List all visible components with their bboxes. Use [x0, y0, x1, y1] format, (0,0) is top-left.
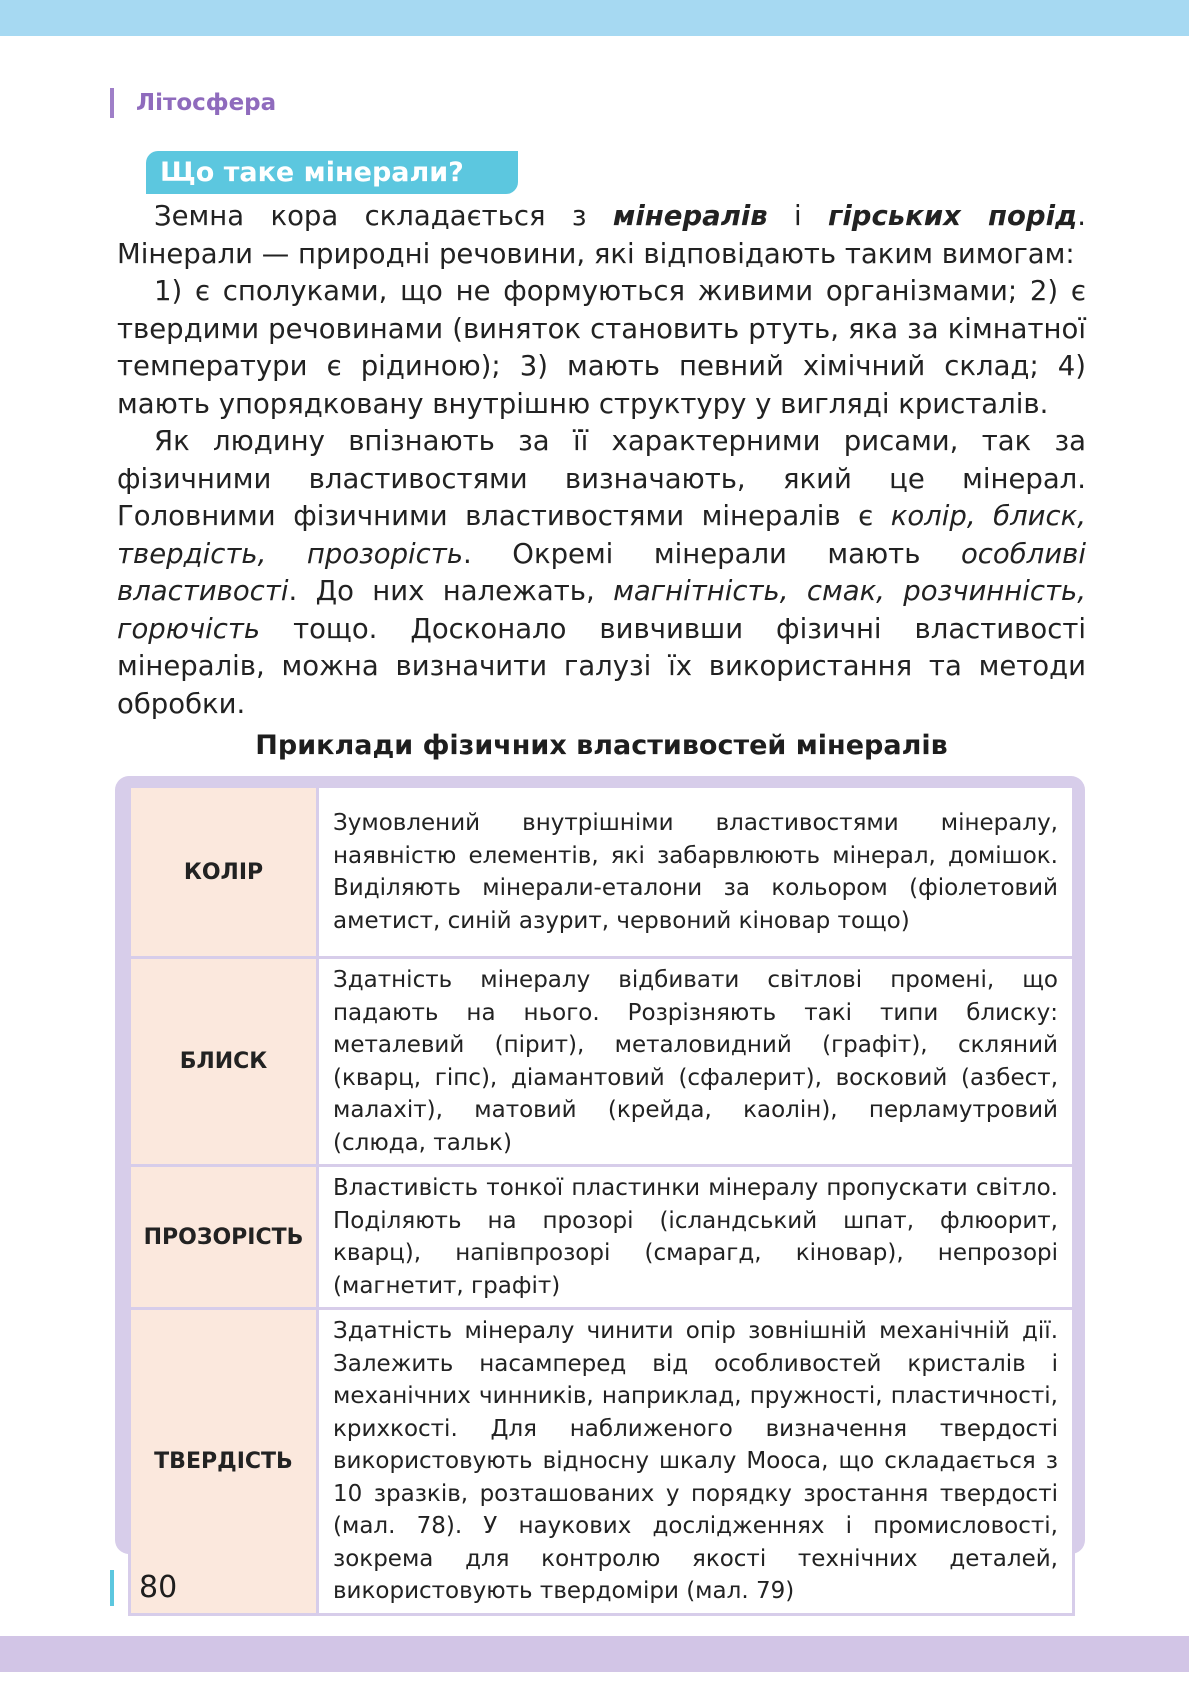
paragraph-requirements: 1) є сполуками, що не формуються живими організмами; 2) є твердими речовинами (виняток становить ртуть, яка за кімнатної температури є рідиною); 3) мають певний хімічний склад; 4) мають упорядковану внутрішню структуру у вигляді кристалів.: [117, 275, 1086, 420]
table-row: [130, 958, 1074, 1166]
properties-table: [128, 785, 1075, 1616]
emphasis-special-properties: особливі властивості: [117, 537, 1086, 607]
property-description: Здатність мінералу чинити опір зовнішній механічній дії. Залежить насамперед від особливостей кристалів і механічних чинників, наприклад, пружності, пластичності, крихкості. Для наближеного визначення твердості використовують відносну шкалу Мооса, що складається з 10 зразків, розташованих у порядку зростання твердості (мал. 78). У наукових дослідженнях і промисловості, зокрема для контролю якості технічних деталей, використовують твердоміри (мал. 79): [318, 1309, 1074, 1615]
property-name: БЛИСК: [130, 958, 318, 1166]
page-number: 80: [110, 1570, 177, 1606]
table-caption: Приклади фізичних властивостей мінералів: [255, 730, 948, 761]
table-row: [130, 1309, 1074, 1615]
section-heading: Що таке мінерали?: [146, 151, 518, 194]
bottom-color-band: [0, 1636, 1189, 1672]
property-description: Здатність мінералу відбивати світлові промені, що падають на нього. Розрізняють такі типи блиску: металевий (пірит), металовидний (графіт), скляний (кварц, гіпс), діамантовий (сфалерит), восковий (азбест, малахіт), матовий (крейда, каолін), перламутровий (слюда, тальк): [318, 958, 1074, 1166]
top-color-band: [0, 0, 1189, 36]
paragraph-intro: [117, 198, 1086, 273]
table-row: [130, 1166, 1074, 1309]
property-name: КОЛІР: [130, 787, 318, 958]
property-description: Зумовлений внутрішніми властивостями мінералу, наявністю елементів, які забарвлюють мінерал, домішок. Виділяють мінерали-еталони за кольором (фіолетовий аметист, синій азурит, червоний кіновар тощо): [318, 787, 1074, 958]
text-run: . До них належать,: [288, 575, 614, 607]
running-header: Літосфера: [110, 88, 276, 118]
emphasis-special-list: магнітність, смак, розчинність, горючість: [117, 575, 1086, 645]
text-run: . Окремі мінерали мають: [463, 537, 961, 570]
term-minerals: мінералів: [612, 200, 768, 232]
text-run: Як людину впізнають за її характерними рисами, так за фізичними властивостями визначають, який це мінерал. Головними фізичними властивостями мінералів є: [117, 425, 1086, 532]
property-description: Властивість тонкої пластинки мінералу пропускати світло. Поділяють на прозорі (ісландський шпат, флюорит, кварц), напівпрозорі (смарагд, кіновар), непрозорі (магнетит, графіт): [318, 1166, 1074, 1309]
text-run: Земна кора складається з: [154, 200, 613, 232]
body-text: [117, 198, 1086, 723]
text-run: . Мінерали — природні речовини, які відповідають таким вимогам:: [117, 200, 1086, 270]
paragraph-properties: [117, 423, 1086, 723]
term-rocks: гірських порід: [828, 200, 1078, 232]
text-run: і: [767, 200, 829, 232]
text-run: тощо. Досконало вивчивши фізичні властивості мінералів, можна визначити галузі їх використання та методи обробки.: [117, 612, 1086, 720]
emphasis-main-properties: колір, блиск, твердість, прозорість: [117, 500, 1086, 570]
property-name: ПРОЗОРІСТЬ: [130, 1166, 318, 1309]
property-name: ТВЕРДІСТЬ: [130, 1309, 318, 1615]
table-row: [130, 787, 1074, 958]
